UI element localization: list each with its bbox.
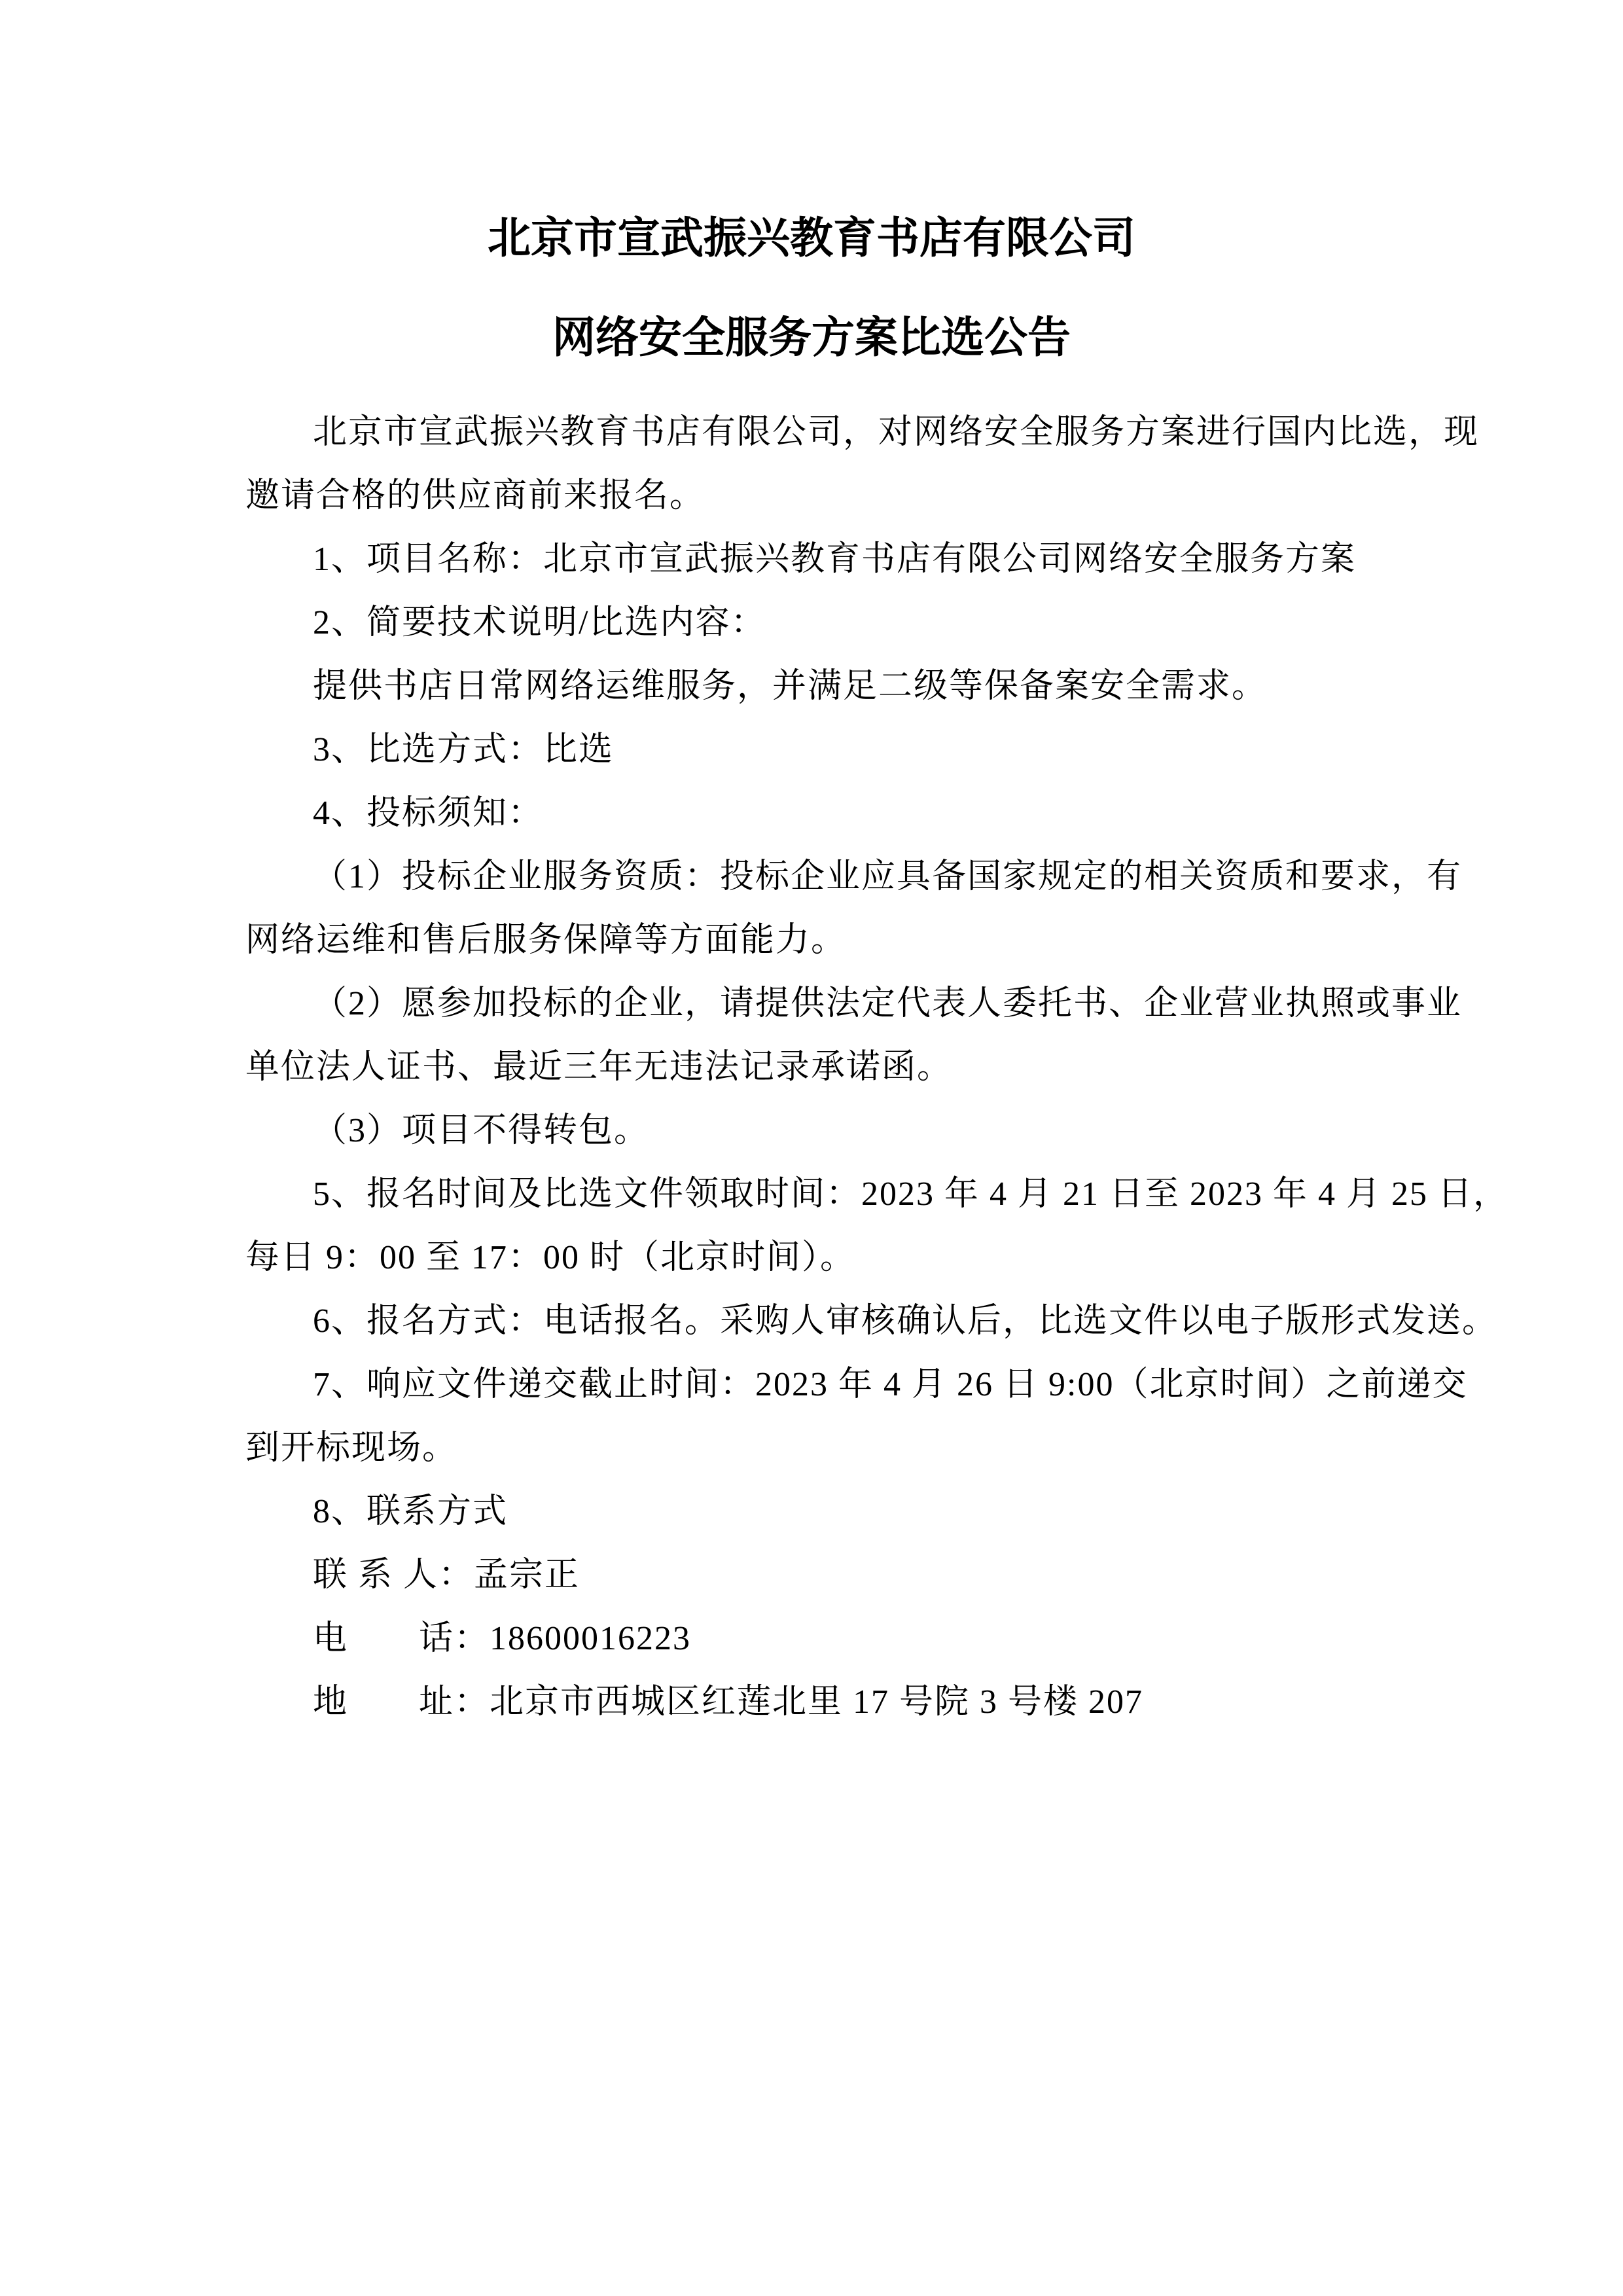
doc-subtitle: 网络安全服务方案比选公告 (552, 314, 1071, 362)
doc-line-item-8: 8、联系方式 (313, 1493, 508, 1530)
doc-line-contact-person: 联 系 人：孟宗正 (313, 1556, 580, 1594)
doc-line-item-3: 3、比选方式：比选 (313, 731, 615, 768)
doc-line-item-4-sub1: （1）投标企业服务资质：投标企业应具备国家规定的相关资质和要求，有 (313, 858, 1463, 895)
doc-line-item-4-sub2: （2）愿参加投标的企业，请提供法定代表人委托书、企业营业执照或事业 (313, 985, 1463, 1022)
doc-line-contact-phone: 电 话：18600016223 (313, 1620, 692, 1657)
doc-line-intro-1: 北京市宣武振兴教育书店有限公司，对网络安全服务方案进行国内比选，现 (313, 414, 1480, 451)
document-content (245, 0, 1509, 2296)
doc-line-item-7-cont: 到开标现场。 (245, 1429, 458, 1467)
doc-line-item-5-cont: 每日 9：00 至 17：00 时（北京时间）。 (245, 1239, 856, 1276)
doc-line-item-5: 5、报名时间及比选文件领取时间：2023 年 4 月 21 日至 2023 年 4 月 25 日， (313, 1175, 1509, 1213)
doc-line-item-4-sub2-cont: 单位法人证书、最近三年无违法记录承诺函。 (245, 1049, 953, 1086)
doc-line-item-6: 6、报名方式：电话报名。采购人审核确认后，比选文件以电子版形式发送。 (313, 1302, 1498, 1340)
doc-line-item-4-sub1-cont: 网络运维和售后服务保障等方面能力。 (245, 922, 847, 959)
doc-line-contact-address: 地 址：北京市西城区红莲北里 17 号院 3 号楼 207 (313, 1683, 1144, 1721)
doc-line-item-1: 1、项目名称：北京市宣武振兴教育书店有限公司网络安全服务方案 (313, 541, 1357, 578)
doc-line-item-2-detail: 提供书店日常网络运维服务，并满足二级等保备案安全需求。 (313, 668, 1268, 705)
doc-title: 北京市宣武振兴教育书店有限公司 (488, 215, 1135, 262)
doc-body (245, 401, 1509, 1734)
doc-line-item-2: 2、简要技术说明/比选内容： (313, 604, 766, 641)
doc-line-item-4: 4、投标须知： (313, 795, 544, 832)
doc-line-item-4-sub3: （3）项目不得转包。 (313, 1112, 650, 1149)
doc-line-intro-2: 邀请合格的供应商前来报名。 (245, 477, 705, 514)
doc-line-item-7: 7、响应文件递交截止时间：2023 年 4 月 26 日 9:00（北京时间）之前递交 (313, 1366, 1468, 1403)
